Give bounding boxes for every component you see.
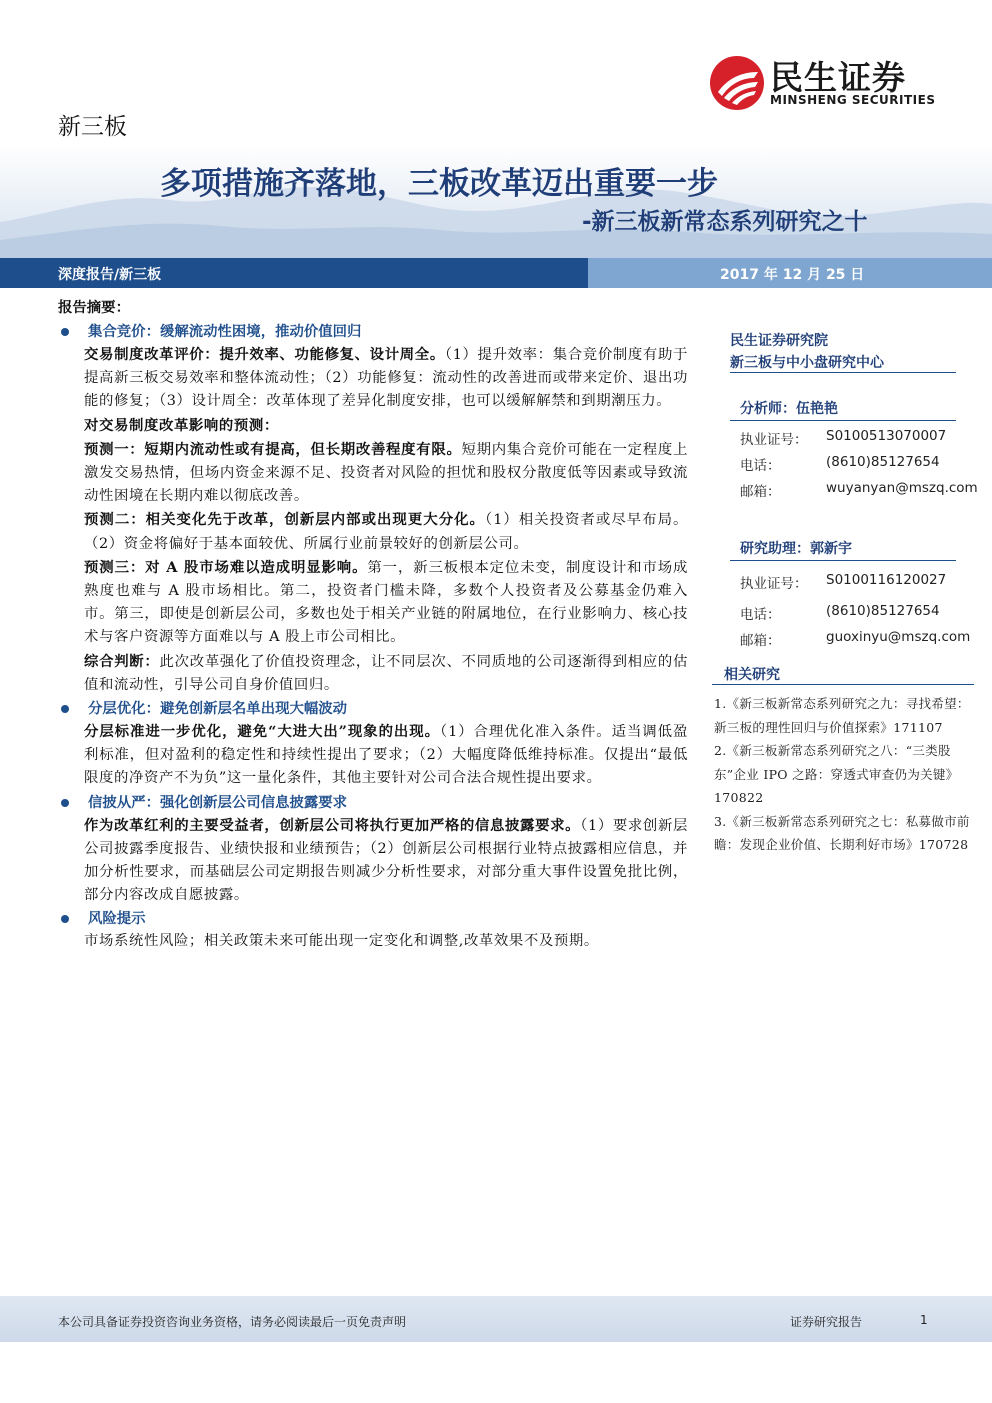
page-footer	[0, 1296, 992, 1342]
related-research-item[interactable]: 3.《新三板新常态系列研究之七：私募做市前瞻：发现企业价值、长期利好市场》170728	[714, 813, 970, 852]
abstract-paragraph	[58, 438, 688, 509]
report-banner	[0, 258, 992, 288]
report-subtitle: -新三板新常态系列研究之十	[582, 209, 868, 235]
paragraph-lead: 交易制度改革评价：提升效率、功能修复、设计周全。	[84, 346, 445, 363]
minsheng-logo-icon	[708, 54, 766, 112]
phone-number: (8610)85127654	[826, 454, 940, 470]
page-number: 1	[920, 1313, 928, 1327]
paragraph-text: 短期内集合竞价可能在一定程度上激发交易热情，但场内资金来源不足、投资者对风险的担忧和股权分散度低等因素或导致流动性困境在长期内难以彻底改善。	[84, 441, 688, 505]
abstract-column	[58, 298, 688, 954]
abstract-section-heading	[58, 791, 688, 814]
assistant-title: 研究助理：郭新宇	[740, 541, 852, 557]
paragraph-text: 第一，新三板根本定位未变，制度设计和市场成熟度也难与 A 股市场相比。第二，投资者门槛未降，多数个人投资者及公募基金仍难入市。第三，即使是创新层公司，多数也处于相关产业链的附属地位，在行业影响力、核心技术与客户资源等方面难以与 A 股上市公司相比。	[84, 559, 689, 646]
logo-english-name: MINSHENG SECURITIES	[770, 93, 936, 107]
cert-label: 执业证号：	[740, 576, 808, 592]
brand-logo	[708, 52, 938, 114]
paragraph-text: （1）相关投资者或尽早布局。（2）资金将偏好于基本面较优、所属行业前景较好的创新层公司。	[84, 512, 689, 552]
sidebar-institute	[720, 330, 960, 374]
institute-name: 民生证券研究院	[730, 333, 828, 349]
paragraph-lead: 预测三：对 A 股市场难以造成明显影响。	[84, 558, 368, 576]
banner-left-block	[0, 258, 588, 288]
paragraph-text: （1）要求创新层公司披露季度报告、业绩快报和业绩预告；（2）创新层公司根据行业特点披露相应信息，并加分析性要求，而基础层公司定期报告则减少分析性要求，对部分重大事件设置免批比例，部分内容改成自愿披露。	[84, 817, 688, 904]
abstract-paragraph	[58, 814, 688, 908]
cert-number: S0100116120027	[826, 572, 947, 588]
paragraph-lead: 预测二：相关变化先于改革，创新层内部或出现更大分化。	[84, 511, 485, 529]
report-date: 2017 年 12 月 25 日	[720, 267, 865, 283]
report-type: 深度报告/新三板	[58, 267, 162, 283]
paragraph-text: （1）合理优化准入条件。适当调低盈利标准，但对盈利的稳定性和持续性提出了要求；（2）大幅度降低维持标准。仅提出“最低限度的净资产不为负”这一量化条件，其他主要针对公司合法合规性提出要求。	[84, 724, 688, 787]
email-label: 邮箱：	[740, 484, 781, 500]
section-heading-text: 集合竞价：缓解流动性困境，推动价值回归	[88, 323, 362, 340]
paragraph-lead: 预测一：短期内流动性或有提高，但长期改善程度有限。	[84, 440, 462, 458]
paragraph-lead: 对交易制度改革影响的预测：	[84, 416, 279, 434]
bullet-icon	[61, 705, 69, 713]
email-address[interactable]: guoxinyu@mszq.com	[826, 629, 971, 645]
bullet-icon	[61, 915, 69, 923]
assistant-divider	[730, 560, 956, 561]
logo-chinese-name: 民生证券	[770, 58, 906, 97]
report-title: 多项措施齐落地，三板改革迈出重要一步	[160, 166, 718, 202]
research-center: 新三板与中小盘研究中心	[730, 355, 884, 371]
abstract-section-heading	[58, 697, 688, 720]
bullet-icon	[61, 799, 69, 807]
section-heading-text: 分层优化：避免创新层名单出现大幅波动	[88, 700, 348, 718]
phone-label: 电话：	[740, 458, 781, 474]
phone-label: 电话：	[740, 607, 781, 623]
paragraph-lead: 分层标准进一步优化，避免“大进大出”现象的出现。	[84, 723, 440, 741]
cert-number: S0100513070007	[826, 428, 947, 444]
abstract-paragraph	[58, 556, 688, 650]
analyst-title: 分析师：伍艳艳	[740, 401, 838, 417]
bullet-icon	[61, 328, 69, 336]
related-research-title: 相关研究	[724, 667, 780, 683]
abstract-label: 报告摘要：	[58, 299, 130, 316]
abstract-paragraph	[58, 508, 688, 555]
paragraph-lead: 综合判断：	[84, 652, 160, 670]
paragraph-text: （1）提升效率：集合竞价制度有助于提高新三板交易效率和整体流动性；（2）功能修复：流动性的改善进而或带来定价、退出功能的修复；（3）设计周全：改革体现了差异化制度安排，也可以缓解解禁和到期潮压力。	[84, 347, 688, 410]
abstract-section-heading	[58, 907, 688, 930]
abstract-paragraph	[58, 343, 688, 414]
related-research-item[interactable]: 1.《新三板新常态系列研究之九：寻找希望：新三板的理性回归与价值探索》171107	[714, 696, 970, 735]
abstract-section-heading	[58, 320, 688, 343]
related-research-item[interactable]: 2.《新三板新常态系列研究之八：“三类股东”企业 IPO 之路：穿透式审查仍为关键》170822	[714, 743, 959, 805]
abstract-paragraph	[58, 930, 688, 953]
section-heading-text: 信披从严：强化创新层公司信息披露要求	[88, 793, 348, 811]
email-address[interactable]: wuyanyan@mszq.com	[826, 480, 978, 496]
related-research-list	[714, 692, 974, 857]
abstract-paragraph	[58, 414, 688, 438]
related-divider	[712, 684, 974, 685]
cert-label: 执业证号：	[740, 432, 808, 448]
abstract-paragraph	[58, 650, 688, 697]
analyst-divider	[730, 420, 956, 421]
paragraph-text: 此次改革强化了价值投资理念，让不同层次、不同质地的公司逐渐得到相应的估值和流动性，引导公司自身价值回归。	[84, 653, 688, 693]
phone-number: (8610)85127654	[826, 603, 940, 619]
institute-divider	[730, 372, 956, 373]
paragraph-text: 市场系统性风险；相关政策未来可能出现一定变化和调整,改革效果不及预期。	[84, 933, 599, 950]
footer-report-type: 证券研究报告	[790, 1315, 863, 1329]
disclaimer-note: 本公司具备证券投资咨询业务资格，请务必阅读最后一页免责声明	[58, 1315, 407, 1329]
email-label: 邮箱：	[740, 633, 781, 649]
section-tag: 新三板	[58, 114, 127, 140]
section-heading-text: 风险提示	[88, 910, 146, 928]
abstract-paragraph	[58, 720, 688, 791]
paragraph-lead: 作为改革红利的主要受益者，创新层公司将执行更加严格的信息披露要求。	[84, 816, 581, 834]
